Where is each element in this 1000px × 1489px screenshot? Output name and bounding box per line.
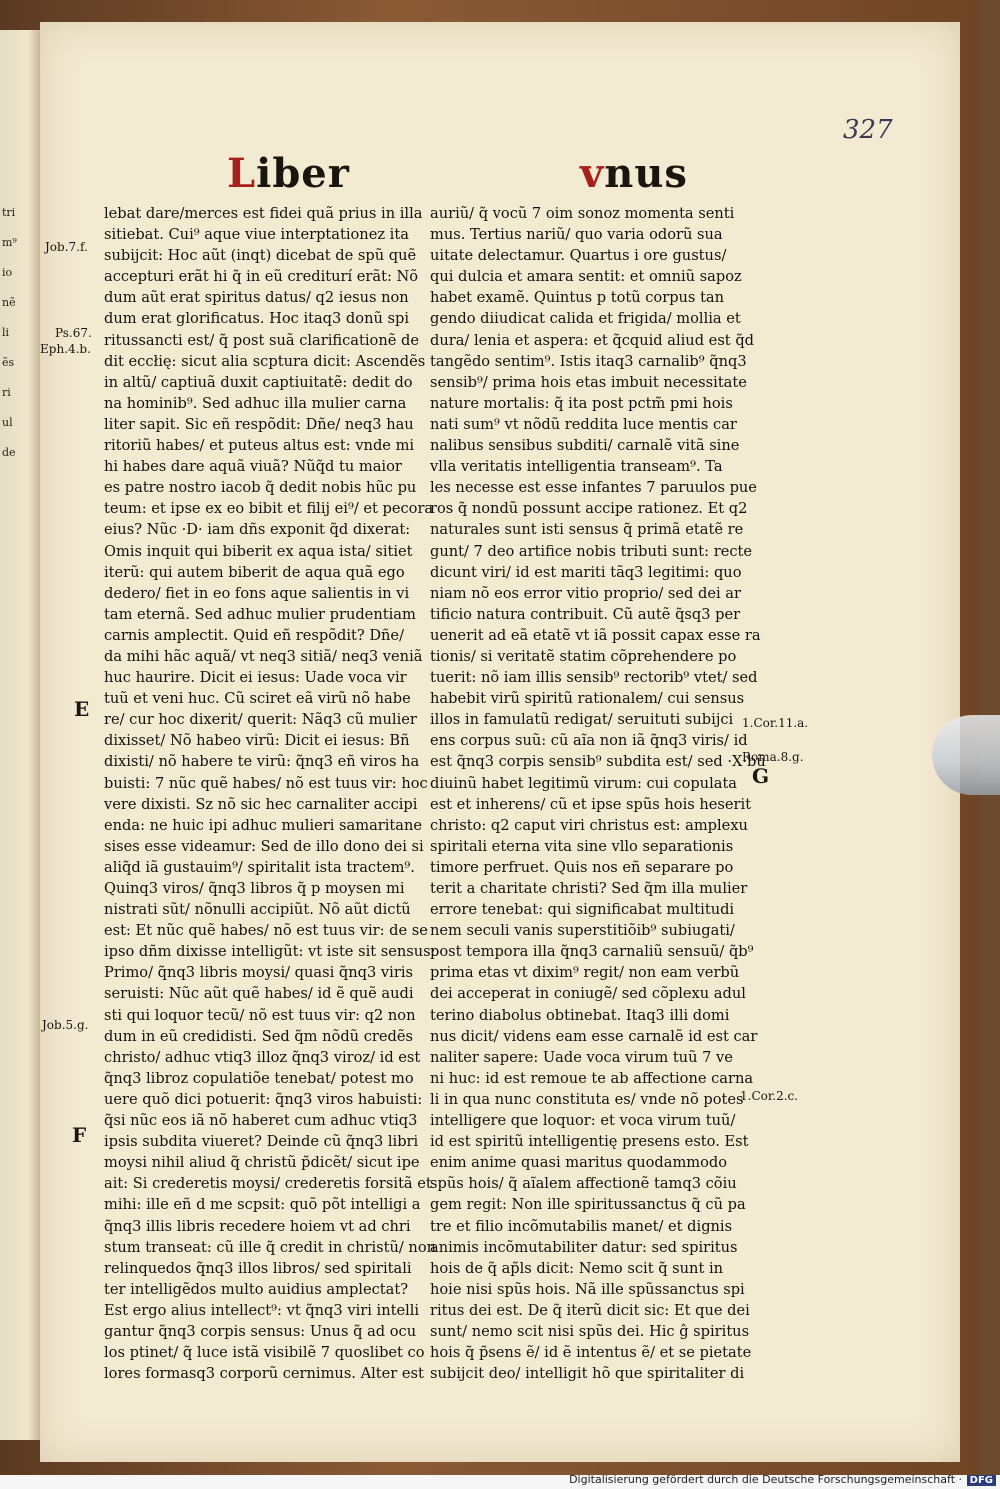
text-line: subijcit: Hoc aũt (inqt) dicebat de spũ quẽ bbox=[104, 247, 417, 265]
text-line: na hominib⁹. Sed adhuc illa mulier carna bbox=[104, 394, 407, 412]
text-line: naliter sapere: Uade voca virum tuũ 7 ve bbox=[430, 1048, 733, 1066]
dfg-logo: DFG bbox=[967, 1475, 996, 1486]
text-line: ni huc: id est remoue te ab affectione carna bbox=[430, 1069, 754, 1087]
margin-note-cor2: 1.Cor.2.c. bbox=[740, 1089, 799, 1103]
text-line: lebat dare/merces est fidei quã prius in illa bbox=[104, 205, 423, 222]
text-line: ens corpus suũ: cũ aĩa non iã q̃nq3 viris/ id bbox=[430, 732, 748, 750]
text-line: gem regit: Non ille spiritussanctus q̃ cũ pa bbox=[430, 1196, 746, 1214]
text-line: enim anime quasi maritus quodammodo bbox=[430, 1154, 728, 1172]
text-line: Est ergo alius intellect⁹: vt q̃nq3 viri intelli bbox=[104, 1301, 420, 1319]
text-line: qui dulcia et amara sentit: et omniũ sapoz bbox=[430, 268, 742, 286]
text-line: seruisti: Nũc aũt quẽ habes/ id ẽ quẽ audi bbox=[104, 985, 414, 1003]
text-line: hois q̃ p̃sens ẽ/ id ẽ intentus ẽ/ et se pietate bbox=[430, 1344, 752, 1362]
text-line: uitate delectamur. Quartus i ore gustus/ bbox=[430, 247, 727, 265]
text-line: intelligere que loquor: et voca virum tuũ/ bbox=[430, 1112, 736, 1130]
text-line: mihi: ille eñ d me scpsit: quõ põt intelligi a bbox=[104, 1196, 421, 1214]
facing-page-edge: tri m⁹ io nẽ li ẽs ri ul de bbox=[0, 30, 40, 1440]
running-head-right bbox=[580, 150, 688, 197]
text-line: q̃nq3 illis libris recedere hoiem vt ad chri bbox=[104, 1217, 411, 1235]
text-line: dit eccłię: sicut alia scptura dicit: Ascendẽs bbox=[104, 352, 426, 370]
text-line: re/ cur hoc dixerit/ querit: Nãq3 cũ mulier bbox=[104, 711, 417, 729]
text-line: nem seculi vanis superstitiõib⁹ subiugati/ bbox=[430, 922, 735, 940]
text-line: ait: Si crederetis moysi/ crederetis forsitã et bbox=[104, 1175, 432, 1193]
text-line: dicunt viri/ id est mariti tãq3 legitimi: quo bbox=[430, 563, 742, 581]
text-line: los ptinet/ q̃ luce istã visibilẽ 7 quoslibet co bbox=[104, 1344, 425, 1362]
running-head-left bbox=[227, 150, 350, 197]
text-line: ipsis subdita viueret? Deinde cũ q̃nq3 libri bbox=[104, 1133, 419, 1151]
margin-note-rom8: Roma.8.g. bbox=[742, 750, 804, 764]
text-line: sunt/ nemo scit nisi spũs dei. Hic ĝ spiritus bbox=[430, 1322, 750, 1340]
text-line: dum aũt erat spiritus datus/ q2 iesus non bbox=[104, 289, 409, 307]
text-line: sti qui loquor tecũ/ nõ est tuus vir: q2 non bbox=[104, 1006, 416, 1024]
text-line: iterũ: qui autem biberit de aqua quã ego bbox=[104, 563, 405, 581]
text-line: ter intelligẽdos multo auidius amplectat? bbox=[104, 1280, 409, 1298]
text-line: les necesse est esse infantes 7 paruulos pue bbox=[430, 479, 757, 497]
text-line: dei acceperat in coniugẽ/ sed cõplexu adul bbox=[430, 985, 746, 1003]
text-line: gendo diiudicat calida et frigida/ mollia et bbox=[430, 310, 741, 328]
running-head-left-initial: L bbox=[227, 150, 257, 197]
text-line: christo: q2 caput viri christus est: amplexu bbox=[430, 816, 748, 834]
text-line: sitiebat. Cui⁹ aque viue interptationez ita bbox=[104, 226, 409, 244]
text-line: uere quõ dici potuerit: q̃nq3 viros habuisti: bbox=[104, 1090, 423, 1108]
text-line: huc haurire. Dicit ei iesus: Uade voca vir bbox=[104, 669, 407, 687]
text-line: prima etas vt dixim⁹ regit/ non eam verbũ bbox=[430, 964, 740, 982]
running-head-left-rest: iber bbox=[256, 150, 350, 197]
margin-letter-e: E bbox=[74, 697, 90, 721]
text-line: dum erat glorificatus. Hoc itaq3 donũ spi bbox=[104, 310, 410, 328]
margin-note-eph4: Eph.4.b. bbox=[40, 342, 91, 356]
text-line: gunt/ 7 deo artifice nobis tributi sunt: recte bbox=[430, 542, 753, 560]
margin-note-ps67: Ps.67. bbox=[55, 326, 92, 340]
text-line: hois de q̃ ap̃ls dicit: Nemo scit q̃ sunt in bbox=[430, 1259, 724, 1277]
text-column-right bbox=[430, 203, 766, 1384]
text-line: illos in famulatũ redigat/ seruituti subijci bbox=[430, 711, 734, 729]
text-line: auriũ/ q̃ vocũ 7 oim sonoz momenta senti bbox=[430, 205, 735, 222]
text-line: lores formasq3 corporũ cernimus. Alter est bbox=[104, 1365, 424, 1383]
text-line: animis incõmutabiliter datur: sed spiritus bbox=[430, 1238, 738, 1256]
text-line: christo/ adhuc vtiq3 illoz q̃nq3 viroz/ id est bbox=[104, 1048, 421, 1066]
text-line: vlla veritatis intelligentia transeam⁹. Ta bbox=[430, 458, 723, 476]
text-line: timore perfruet. Quis nos eñ separare po bbox=[430, 858, 734, 876]
text-line: dixisset/ Nõ habeo virũ: Dicit ei iesus: Bñ bbox=[104, 732, 410, 750]
running-head-right-rest: nus bbox=[604, 150, 688, 197]
text-line: id est spiritũ intelligentię presens esto. Est bbox=[430, 1133, 749, 1151]
text-line: carnis amplectit. Quid eñ respõdit? Dñe/ bbox=[104, 626, 404, 644]
text-line: liter sapit. Sic eñ respõdit: Dñe/ neq3 hau bbox=[104, 415, 414, 433]
text-line: hi habes dare aquã viuã? Nũq̃d tu maior bbox=[104, 458, 402, 476]
text-line: errore tenebat: qui significabat multitudi bbox=[430, 901, 735, 919]
text-line: vere dixisti. Sz nõ sic hec carnaliter accipi bbox=[104, 795, 418, 813]
text-line: in altũ/ captiuã duxit captiuitatẽ: dedit do bbox=[104, 373, 413, 391]
digitization-footer bbox=[0, 1475, 1000, 1489]
text-line: dedero/ fiet in eo fons aque salientis in vi bbox=[104, 584, 410, 602]
footer-credit: Digitalisierung gefördert durch die Deutsche Forschungsgemeinschaft · bbox=[569, 1473, 962, 1486]
text-line: sensib⁹/ prima hois etas imbuit necessitate bbox=[430, 373, 747, 391]
text-line: habebit virũ spiritũ rationalem/ cui sensus bbox=[430, 690, 745, 708]
text-line: mus. Tertius nariũ/ quo varia odorũ sua bbox=[430, 226, 723, 244]
text-line: nalibus sensibus subditi/ carnalẽ vitã sine bbox=[430, 437, 740, 455]
text-line: tre et filio incõmutabilis manet/ et dignis bbox=[430, 1217, 733, 1235]
text-line: post tempora illa q̃nq3 carnaliũ sensuũ/ q̃b⁹ bbox=[430, 943, 754, 961]
text-line: enda: ne huic ipi adhuc mulieri samaritane bbox=[104, 816, 423, 834]
text-line: es patre nostro iacob q̃ dedit nobis hũc pu bbox=[104, 479, 417, 497]
text-line: terino diabolus obtinebat. Itaq3 illi domi bbox=[430, 1006, 730, 1024]
text-line: hoie nisi spũs hois. Nã ille spũssanctus spi bbox=[430, 1280, 745, 1298]
text-line: est q̃nq3 corpis sensib⁹ subdita est/ sed ·X·bũ bbox=[430, 753, 766, 771]
text-line: habet examẽ. Quintus p totũ corpus tan bbox=[430, 289, 725, 307]
text-line: subijcit deo/ intelligit hõ que spiritaliter di bbox=[430, 1365, 745, 1383]
text-line: spũs hois/ q̃ aĩalem affectionẽ tamq3 cõiu bbox=[430, 1175, 737, 1193]
text-line: ritus dei est. De q̃ iterũ dicit sic: Et que dei bbox=[430, 1301, 750, 1319]
text-line: est: Et nũc quẽ habes/ nõ est tuus vir: de se bbox=[104, 922, 428, 940]
text-line: q̃si nũc eos iã nõ haberet cum adhuc vtiq3 bbox=[104, 1112, 418, 1130]
text-line: stum transeat: cũ ille q̃ credit in christũ/ non bbox=[104, 1238, 437, 1256]
text-line: ritoriũ habes/ et puteus altus est: vnde mi bbox=[104, 437, 415, 455]
margin-note-job5: Job.5.g. bbox=[42, 1018, 89, 1032]
text-line: eius? Nũc ·D· iam dñs exponit q̃d dixerat: bbox=[104, 521, 411, 539]
text-line: ipso dñm dixisse intelligũt: vt iste sit sensus: bbox=[104, 943, 436, 961]
text-line: tuerit: nõ iam illis sensib⁹ rectorib⁹ vtet/ sed bbox=[430, 669, 758, 687]
text-line: Omis inquit qui biberit ex aqua ista/ sitiet bbox=[104, 542, 413, 560]
text-line: niam nõ eos error vitio proprio/ sed dei ar bbox=[430, 584, 741, 602]
text-line: teum: et ipse ex eo bibit et filij ei⁹/ et pecora bbox=[104, 500, 434, 518]
margin-letter-f: F bbox=[72, 1123, 87, 1147]
text-line: naturales sunt isti sensus q̃ primã etatẽ re bbox=[430, 521, 744, 539]
text-line: ritussancti est/ q̃ post suã clarificationẽ de bbox=[104, 331, 419, 349]
text-line: tificio natura contribuit. Cũ autẽ q̃sq3 per bbox=[430, 605, 741, 623]
text-line: uenerit ad eã etatẽ vt iã possit capax esse ra bbox=[430, 626, 761, 644]
text-line: gantur q̃nq3 corpis sensus: Unus q̃ ad ocu bbox=[104, 1322, 417, 1340]
text-line: tangẽdo sentim⁹. Istis itaq3 carnalib⁹ q̃nq3 bbox=[430, 352, 747, 370]
text-line: moysi nihil aliud q̃ christũ p̃dicẽt/ sicut ipe bbox=[104, 1154, 420, 1172]
text-line: ros q̃ nondũ possunt accipe rationez. Et q2 bbox=[430, 500, 748, 518]
margin-letter-g: G bbox=[752, 764, 770, 788]
text-line: terit a charitate christi? Sed q̃m illa mulier bbox=[430, 880, 748, 897]
text-line: nature mortalis: q̃ ita post pctm̃ pmi hois bbox=[430, 394, 733, 412]
text-line: li in qua nunc constituta es/ vnde nõ potes bbox=[430, 1090, 744, 1108]
text-line: est et inherens/ cũ et ipse spũs hois heserit bbox=[430, 795, 752, 813]
text-line: dura/ lenia et aspera: et q̃cquid aliud est q̃d bbox=[430, 331, 754, 349]
text-line: aliq̃d iã gustauim⁹/ spiritalit ista tractem⁹. bbox=[104, 858, 415, 876]
running-head-right-initial: v bbox=[580, 150, 605, 197]
text-line: nistrati sũt/ nõnulli accipiũt. Nõ aũt dictũ bbox=[104, 901, 411, 919]
text-line: sises esse videamur: Sed de illo dono dei si bbox=[104, 837, 424, 855]
text-line: diuinũ habet legitimũ virum: cui copulata bbox=[430, 774, 738, 792]
text-line: accepturi erãt hi q̃ in eũ crediturí erãt: Nõ bbox=[104, 268, 419, 286]
text-line: tam eternã. Sed adhuc mulier prudentiam bbox=[104, 605, 416, 623]
text-line: nati sum⁹ vt nõdũ reddita luce mentis car bbox=[430, 415, 737, 433]
text-line: dum in eũ credidisti. Sed q̃m nõdũ credẽs bbox=[104, 1027, 413, 1045]
text-line: nus dicit/ videns eam esse carnalẽ id est car bbox=[430, 1027, 758, 1045]
text-line: q̃nq3 libroz copulatiõe tenebat/ potest mo bbox=[104, 1069, 414, 1087]
text-line: da mihi hãc aquã/ vt neq3 sitiã/ neq3 veniã bbox=[104, 647, 423, 665]
text-column-left bbox=[104, 203, 437, 1384]
text-line: buisti: 7 nũc quẽ habes/ nõ est tuus vir: hoc bbox=[104, 774, 428, 792]
margin-note-job7: Job.7.f. bbox=[45, 240, 88, 254]
text-line: Primo/ q̃nq3 libris moysi/ quasi q̃nq3 viris bbox=[104, 964, 413, 982]
text-line: relinquedos q̃nq3 illos libros/ sed spiritali bbox=[104, 1259, 412, 1277]
text-line: Quinq3 viros/ q̃nq3 libros q̃ p moysen mi bbox=[104, 880, 405, 897]
text-line: tionis/ si veritatẽ statim cõprehendere po bbox=[430, 647, 737, 665]
text-line: tuũ et veni huc. Cũ sciret eã virũ nõ habe bbox=[104, 690, 411, 708]
text-line: spiritali eterna vita sine vllo separationis bbox=[430, 837, 734, 855]
margin-note-cor11: 1.Cor.11.a. bbox=[742, 716, 809, 730]
page-number: 327 bbox=[843, 115, 893, 145]
text-line: dixisti/ nõ habere te virũ: q̃nq3 eñ viros ha bbox=[104, 753, 420, 771]
